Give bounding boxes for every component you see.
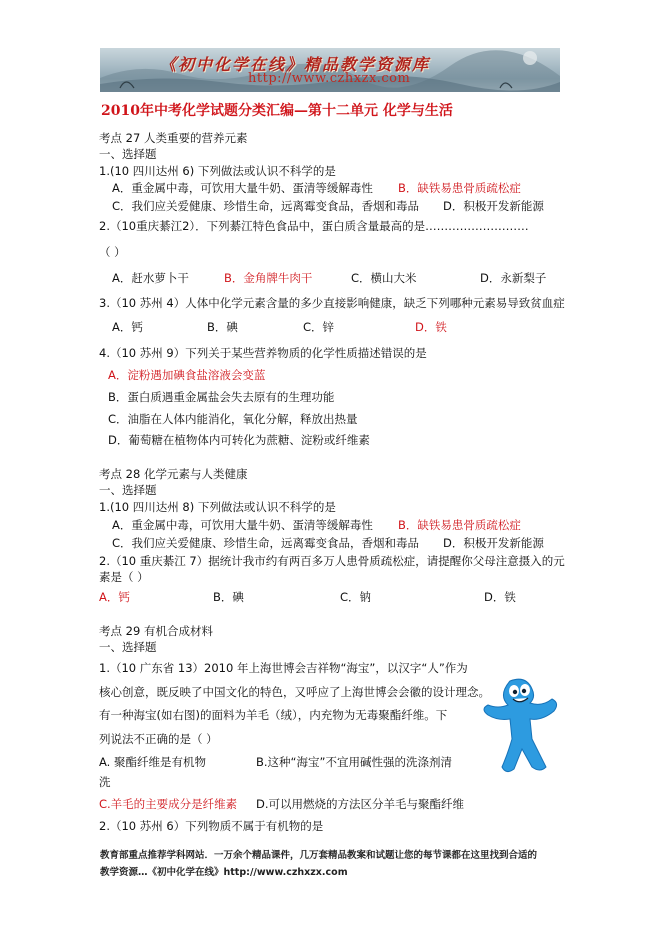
option-b-answer: B．缺铁易患骨质疏松症 — [398, 181, 521, 195]
option-d: D．永新梨子 — [480, 271, 547, 285]
option-c: C．锌 — [303, 320, 335, 334]
section-heading-27: 考点 27 人类重要的营养元素 — [99, 131, 248, 145]
question-stem: 1.(10 四川达州 6) 下列做法或认识不科学的是 — [99, 164, 336, 178]
banner-title: 《初中化学在线》精品教学资源库 — [160, 55, 431, 74]
option-c-answer: C.羊毛的主要成分是纤维素 — [99, 797, 238, 811]
question-line: 有一种海宝(如右图)的面料为羊毛（绒），内充物为无毒聚酯纤维。下 — [99, 708, 448, 722]
question-stem: 3.（10 苏州 4）人体中化学元素含量的多少直接影响健康，缺乏下列哪种元素易导致贫血症 — [99, 296, 565, 310]
option-d-answer: D．铁 — [415, 320, 447, 334]
option-a-answer: A．钙 — [99, 590, 130, 604]
section-sub-29: 一、选择题 — [99, 640, 157, 654]
option-a: A. 聚酯纤维是有机物 — [99, 755, 206, 769]
question-stem: 2.（10 苏州 6）下列物质不属于有机物的是 — [99, 819, 324, 833]
mascot-image — [480, 677, 560, 775]
option-b-cont: 洗 — [99, 775, 111, 789]
option-b: B．碘 — [207, 320, 238, 334]
option-b: B．碘 — [213, 590, 244, 604]
option-d: D．积极开发新能源 — [443, 536, 544, 550]
document-title: 2010年中考化学试题分类汇编—第十二单元 化学与生活 — [101, 103, 453, 119]
option-a-answer: A．淀粉遇加碘食盐溶液会变蓝 — [108, 368, 266, 382]
option-b-answer: B．金角牌牛肉干 — [224, 271, 313, 285]
option-a: A．钙 — [112, 320, 143, 334]
option-d: D．铁 — [484, 590, 516, 604]
question-stem: 2.（10 重庆綦江 7）据统计我市约有两百多万人患骨质疏松症，请提醒你父母注意摄入的元 — [99, 554, 565, 568]
question-stem-cont: 素是（ ） — [99, 570, 149, 584]
question-line: 1.（10 广东省 13）2010 年上海世博会吉祥物“海宝”，以汉字“人”作为 — [99, 661, 468, 675]
answer-paren: （ ） — [99, 245, 126, 259]
option-a: A．重金属中毒，可饮用大量牛奶、蛋清等缓解毒性 — [112, 181, 373, 195]
option-c: C．我们应关爱健康、珍惜生命，远离霉变食品，香烟和毒品 — [112, 536, 420, 550]
option-c: C．油脂在人体内能消化，氧化分解，释放出热量 — [108, 412, 358, 426]
option-c: C．钠 — [340, 590, 372, 604]
header-banner — [100, 48, 560, 92]
banner-url[interactable]: http://www.czhxzx.com — [248, 71, 411, 86]
option-c: C．横山大米 — [351, 271, 417, 285]
section-sub-28: 一、选择题 — [99, 483, 157, 497]
question-stem: 1.(10 四川达州 8) 下列做法或认识不科学的是 — [99, 500, 336, 514]
option-b: B．蛋白质遇重金属盐会失去原有的生理功能 — [108, 390, 335, 404]
footer-line: 教育部重点推荐学科网站．一万余个精品课件，几万套精品教案和试题让您的每节课都在这里找到合适的 — [100, 850, 538, 861]
option-b: B.这种“海宝”不宜用碱性强的洗涤剂清 — [256, 755, 452, 769]
footer-line: 教学资源…《初中化学在线》http://www.czhxzx.com — [100, 867, 348, 878]
section-heading-28: 考点 28 化学元素与人类健康 — [99, 467, 248, 481]
option-c: C．我们应关爱健康、珍惜生命，远离霉变食品，香烟和毒品 — [112, 199, 420, 213]
option-a: A．重金属中毒，可饮用大量牛奶、蛋清等缓解毒性 — [112, 518, 373, 532]
option-d: D．葡萄糖在植物体内可转化为蔗糖、淀粉或纤维素 — [108, 433, 370, 447]
option-d: D．积极开发新能源 — [443, 199, 544, 213]
question-stem: 2.（10重庆綦江2）．下列綦江特色食品中，蛋白质含量最高的是……………………… — [99, 219, 529, 233]
section-sub-27: 一、选择题 — [99, 147, 157, 161]
section-heading-29: 考点 29 有机合成材料 — [99, 624, 213, 638]
option-a: A．赶水萝卜干 — [112, 271, 189, 285]
option-b-answer: B．缺铁易患骨质疏松症 — [398, 518, 521, 532]
question-line: 核心创意，既反映了中国文化的特色，又呼应了上海世博会会徽的设计理念。 — [99, 685, 490, 699]
question-stem: 4.（10 苏州 9）下列关于某些营养物质的化学性质描述错误的是 — [99, 346, 427, 360]
option-d: D.可以用燃烧的方法区分羊毛与聚酯纤维 — [256, 797, 465, 811]
question-line: 列说法不正确的是（ ） — [99, 732, 218, 746]
